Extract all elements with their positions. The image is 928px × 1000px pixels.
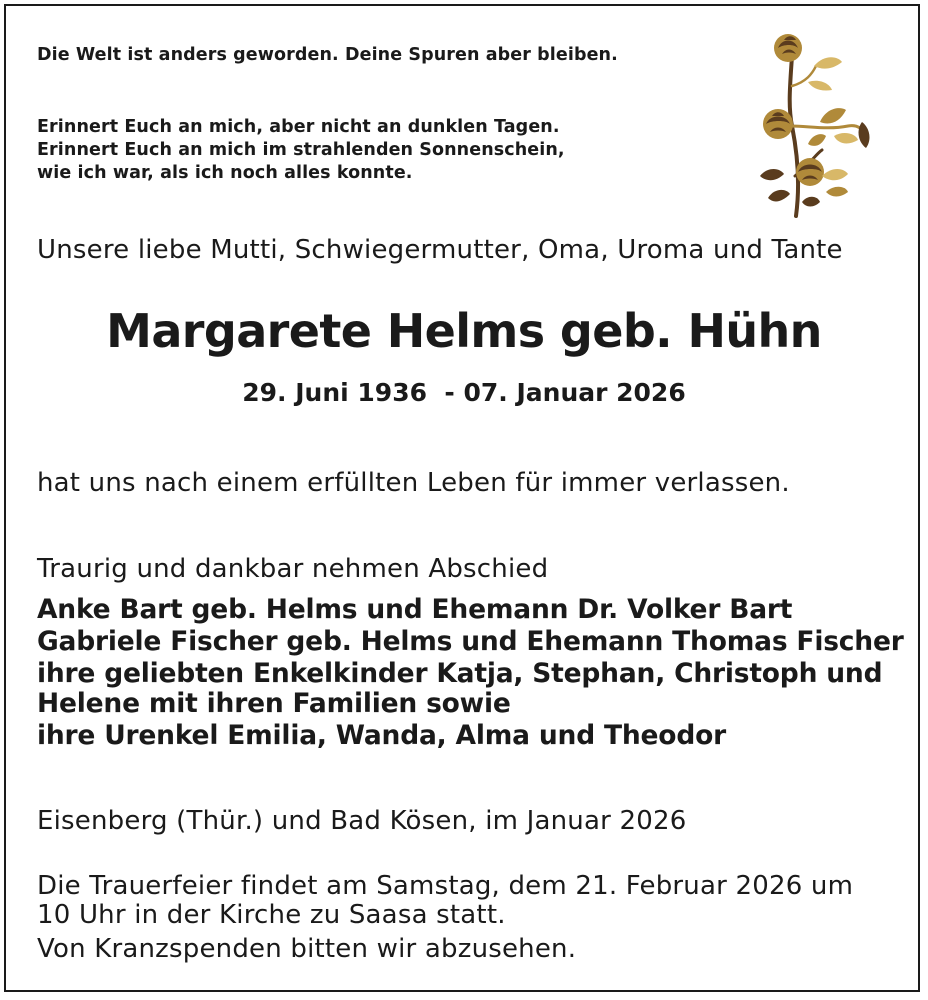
statement-text: hat uns nach einem erfüllten Leben für immer verlassen. xyxy=(37,468,790,498)
quote-line-2: Erinnert Euch an mich, aber nicht an dunklen Tagen. xyxy=(37,117,560,137)
funeral-line-1: Die Trauerfeier findet am Samstag, dem 21. Februar 2026 um xyxy=(37,871,854,901)
mourner-line: Anke Bart geb. Helms und Ehemann Dr. Volker Bart xyxy=(37,594,793,625)
deceased-name: Margarete Helms geb. Hühn xyxy=(106,304,822,358)
mourners-intro: Traurig und dankbar nehmen Abschied xyxy=(37,554,549,584)
mourner-line: Gabriele Fischer geb. Helms und Ehemann Thomas Fischer xyxy=(37,626,904,657)
quote-line-1: Die Welt ist anders geworden. Deine Spuren aber bleiben. xyxy=(37,45,618,65)
intro-text: Unsere liebe Mutti, Schwiegermutter, Oma, Uroma und Tante xyxy=(37,235,843,265)
funeral-line-2: 10 Uhr in der Kirche zu Saasa statt. xyxy=(37,900,506,930)
mourner-line: Helene mit ihren Familien sowie xyxy=(37,688,511,719)
mourner-line: ihre Urenkel Emilia, Wanda, Alma und Theodor xyxy=(37,720,726,751)
mourner-line: ihre geliebten Enkelkinder Katja, Stephan, Christoph und xyxy=(37,658,883,689)
life-dates: 29. Juni 1936 - 07. Januar 2026 xyxy=(242,378,686,407)
quote-line-4: wie ich war, als ich noch alles konnte. xyxy=(37,163,413,183)
funeral-line-3: Von Kranzspenden bitten wir abzusehen. xyxy=(37,934,577,964)
quote-line-3: Erinnert Euch an mich im strahlenden Sonnenschein, xyxy=(37,140,565,160)
place-date: Eisenberg (Thür.) und Bad Kösen, im Januar 2026 xyxy=(37,806,687,836)
rose-branch-icon xyxy=(748,26,878,218)
